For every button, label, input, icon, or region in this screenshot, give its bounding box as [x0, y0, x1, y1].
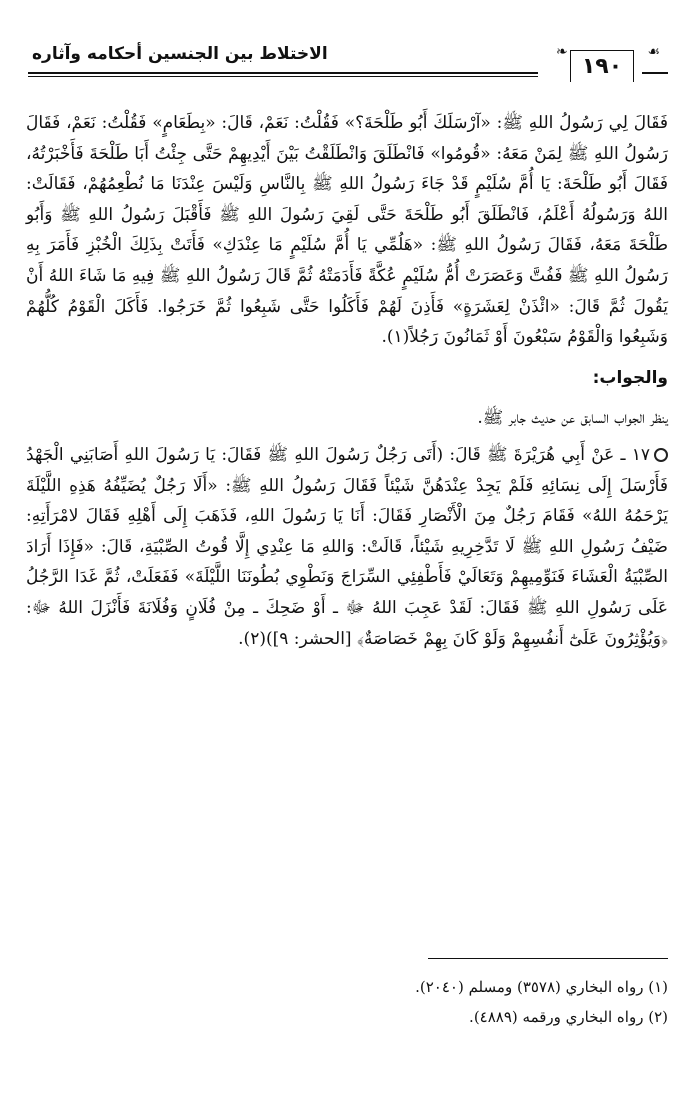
page-number: ١٩٠ [581, 54, 623, 79]
main-text [26, 108, 668, 654]
footnotes [26, 972, 668, 1032]
paragraph-hadith-17 [26, 440, 668, 654]
paragraph-hadith-continuation: فَقَالَ لِي رَسُولُ اللهِ ﷺ: «آرْسَلَكَ أَبُو طَلْحَةَ؟» فَقُلْتُ: نَعَمْ، قَالَ: «بِطَعَامٍ» فَقُلْتُ: نَعَمْ، فَقَالَ رَسُولُ اللهِ ﷺ لِمَنْ مَعَهُ: «قُومُوا» فَانْطَلَقَ وَانْطَلَقْتُ بَيْنَ أَيْدِيهِمْ حَتَّى جِئْتُ أَبَا طَلْحَةَ فَأَخْبَرْتُهُ، فَقَالَ أَبُو طَلْحَةَ: يَا أُمَّ سُلَيْمٍ قَدْ جَاءَ رَسُولُ اللهِ ﷺ بِالنَّاسِ وَلَيْسَ عِنْدَنَا مَا نُطْعِمُهُمْ، فَقَالَتْ: اللهُ وَرَسُولُهُ أَعْلَمُ، فَانْطَلَقَ أَبُو طَلْحَةَ حَتَّى لَقِيَ رَسُولَ اللهِ ﷺ فَأَقْبَلَ رَسُولُ اللهِ ﷺ وَأَبُو طَلْحَةَ مَعَهُ، فَقَالَ رَسُولُ اللهِ ﷺ: «هَلُمِّي يَا أُمَّ سُلَيْمٍ مَا عِنْدَكِ» فَأَتَتْ بِذَلِكَ الْخُبْزِ فَأَمَرَ بِهِ رَسُولُ اللهِ ﷺ فَفُتَّ وَعَصَرَتْ أُمُّ سُلَيْمٍ عُكَّةً فَأَدَمَتْهُ ثُمَّ قَالَ رَسُولُ اللهِ ﷺ فِيهِ مَا شَاءَ اللهُ أَنْ يَقُولَ ثُمَّ قَالَ: «ائْذَنْ لِعَشَرَةٍ» فَأَذِنَ لَهُمْ فَأَكَلُوا حَتَّى شَبِعُوا ثُمَّ خَرَجُوا. فَأَكَلَ الْقَوْمُ كُلُّهُمْ وَشَبِعُوا وَالْقَوْمُ سَبْعُونَ أَوْ ثَمَانُونَ رَجُلاً(١). [26, 113, 668, 348]
footnote-1: (١) رواه البخاري (٣٥٧٨) ومسلم (٢٠٤٠). [415, 978, 668, 996]
answer-text: ينظر الجواب السابق عن حديث جابر ﷺ. [477, 408, 668, 429]
running-title: الاختلاط بين الجنسين أحكامه وآثاره [32, 44, 328, 64]
footnote-divider [428, 958, 668, 959]
circle-bullet-icon [654, 448, 668, 462]
header-rule-thin [28, 76, 538, 77]
page-number-box [556, 44, 660, 82]
header-rule-tail [642, 72, 668, 74]
leaf-ornament-icon: ❧ [556, 44, 568, 60]
answer-heading: والجواب: [592, 367, 668, 388]
page-header [28, 40, 668, 88]
leaf-ornament-icon: ☙ [647, 44, 660, 60]
header-rule [28, 72, 538, 74]
footnote-2: (٢) رواه البخاري ورقمه (٤٨٨٩). [469, 1008, 668, 1026]
hadith-17-text: ١٧ ـ عَنْ أَبِي هُرَيْرَةَ ﷺ قَالَ: (أَتَى رَجُلٌ رَسُولَ اللهِ ﷺ فَقَالَ: يَا رَسُولَ اللهِ أَصَابَنِي الْجَهْدُ فَأَرْسَلَ إِلَى نِسَائِهِ فَلَمْ يَجِدْ عِنْدَهُنَّ شَيْئاً فَقَالَ رَسُولُ اللهِ ﷺ: «أَلَا رَجُلٌ يُضَيِّفُهُ هَذِهِ اللَّيْلَةَ يَرْحَمُهُ اللهُ» فَقَامَ رَجُلٌ مِنَ الْأَنْصَارِ فَقَالَ: أَنَا يَا رَسُولَ اللهِ، فَذَهَبَ إِلَى أَهْلِهِ فَقَالَ لامْرَأَتِهِ: ضَيْفُ رَسُولِ اللهِ ﷺ لَا تَدَّخِرِيهِ شَيْئاً، قَالَتْ: وَاللهِ مَا عِنْدِي إِلَّا قُوتُ الصِّبْيَةِ، قَالَ: «فَإِذَا أَرَادَ الصِّبْيَةُ الْعَشَاءَ فَنَوِّمِيهِمْ وَتَعَالَيْ فَأَطْفِئِي السِّرَاجَ وَنَطْوِي بُطُونَنَا اللَّيْلَةَ» فَفَعَلَتْ، ثُمَّ غَدَا الرَّجُلُ عَلَى رَسُولِ اللهِ ﷺ فَقَالَ: لَقَدْ عَجِبَ اللهُ ﷻ ـ أَوْ ضَحِكَ ـ مِنْ فُلَانٍ وَفُلَانَةَ فَأَنْزَلَ اللهُ ﷻ: ﴿وَيُؤْثِرُونَ عَلَىٰٓ أَنفُسِهِمْ وَلَوْ كَانَ بِهِمْ خَصَاصَةٌ﴾ [الحشر: ٩])(٢). [26, 444, 668, 649]
